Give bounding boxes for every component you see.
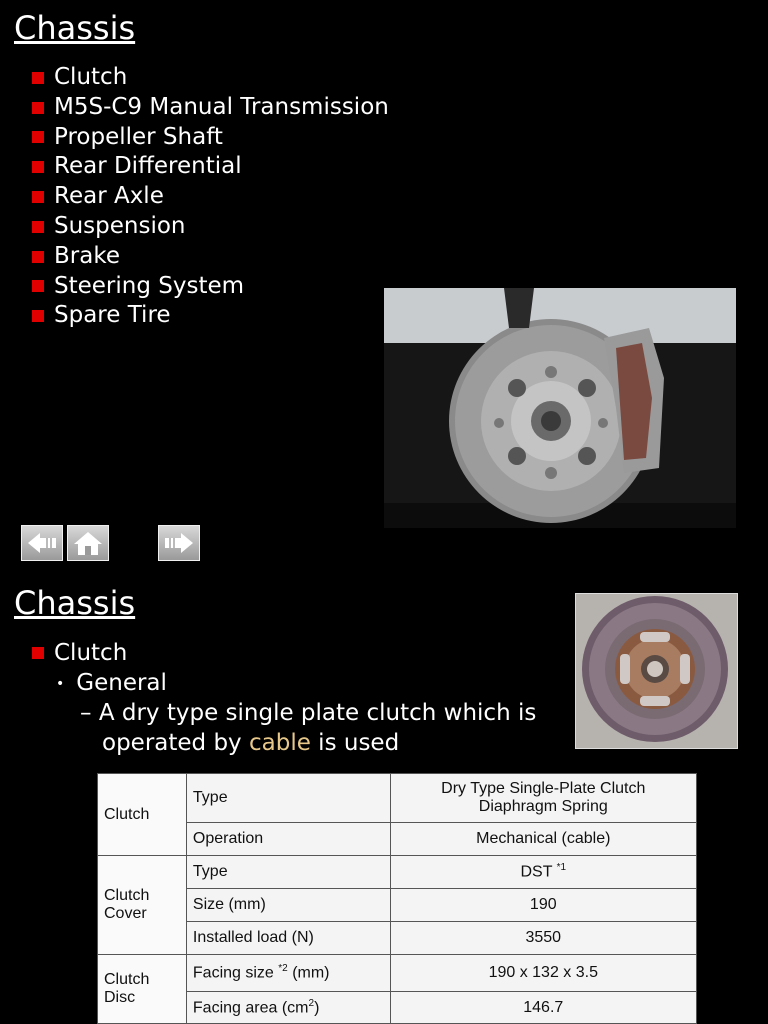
table-row: Facing area $(cm^2)$ 146.7 [98, 992, 697, 1024]
table-row: Installed load (N) 3550 [98, 922, 697, 955]
group-clutch-disc: Clutch Disc [98, 955, 187, 1024]
back-arrow-icon [22, 526, 62, 560]
description-line-2: operated by cable is used [102, 730, 400, 756]
table-row: Size (mm) 190 [98, 889, 697, 922]
slide1-bullet-list [32, 63, 389, 331]
table-row: Operation Mechanical (cable) [98, 823, 697, 856]
forward-button[interactable] [158, 525, 200, 561]
list-item: Propeller Shaft [32, 123, 389, 153]
table-row: Clutch Type Dry Type Single-Plate Clutch Diaphragm Spring [98, 774, 697, 823]
description-line-1: – A dry type single plate clutch which is [80, 700, 537, 726]
list-item: Spare Tire [32, 301, 389, 331]
red-square-bullet-icon [32, 102, 44, 114]
list-item: Rear Axle [32, 182, 389, 212]
table-row: Clutch Cover Type DST $^{*1}$ [98, 856, 697, 889]
slide1-title: Chassis [14, 9, 136, 47]
cable-link[interactable]: cable [248, 730, 311, 756]
list-item: M5S-C9 Manual Transmission [32, 93, 389, 123]
home-icon [68, 526, 108, 560]
list-item: Steering System [32, 272, 389, 302]
list-item: Suspension [32, 212, 389, 242]
group-clutch: Clutch [98, 774, 187, 856]
red-square-bullet-icon [32, 131, 44, 143]
clutch-spec-table [97, 773, 697, 1024]
red-square-bullet-icon [32, 72, 44, 84]
clutch-disc-photo [575, 593, 738, 749]
slide2-bullet: Clutch [32, 638, 127, 668]
list-item: Clutch [32, 63, 389, 93]
red-square-bullet-icon [32, 280, 44, 292]
red-square-bullet-icon [32, 161, 44, 173]
group-clutch-cover: Clutch Cover [98, 856, 187, 955]
list-item: Rear Differential [32, 152, 389, 182]
home-button[interactable] [67, 525, 109, 561]
list-item: Brake [32, 242, 389, 272]
back-button[interactable] [21, 525, 63, 561]
brake-disc-photo [384, 288, 736, 528]
red-square-bullet-icon [32, 310, 44, 322]
table-row: Clutch Disc Facing size $^{*2}$ (mm) 190 x 132 x 3.5 [98, 955, 697, 992]
forward-arrow-icon [159, 526, 199, 560]
red-square-bullet-icon [32, 191, 44, 203]
red-square-bullet-icon [32, 647, 44, 659]
dot-bullet-icon: • [56, 675, 65, 692]
red-square-bullet-icon [32, 251, 44, 263]
slide2-title: Chassis [14, 584, 136, 622]
red-square-bullet-icon [32, 221, 44, 233]
sub-bullet-general: • General [56, 670, 167, 696]
